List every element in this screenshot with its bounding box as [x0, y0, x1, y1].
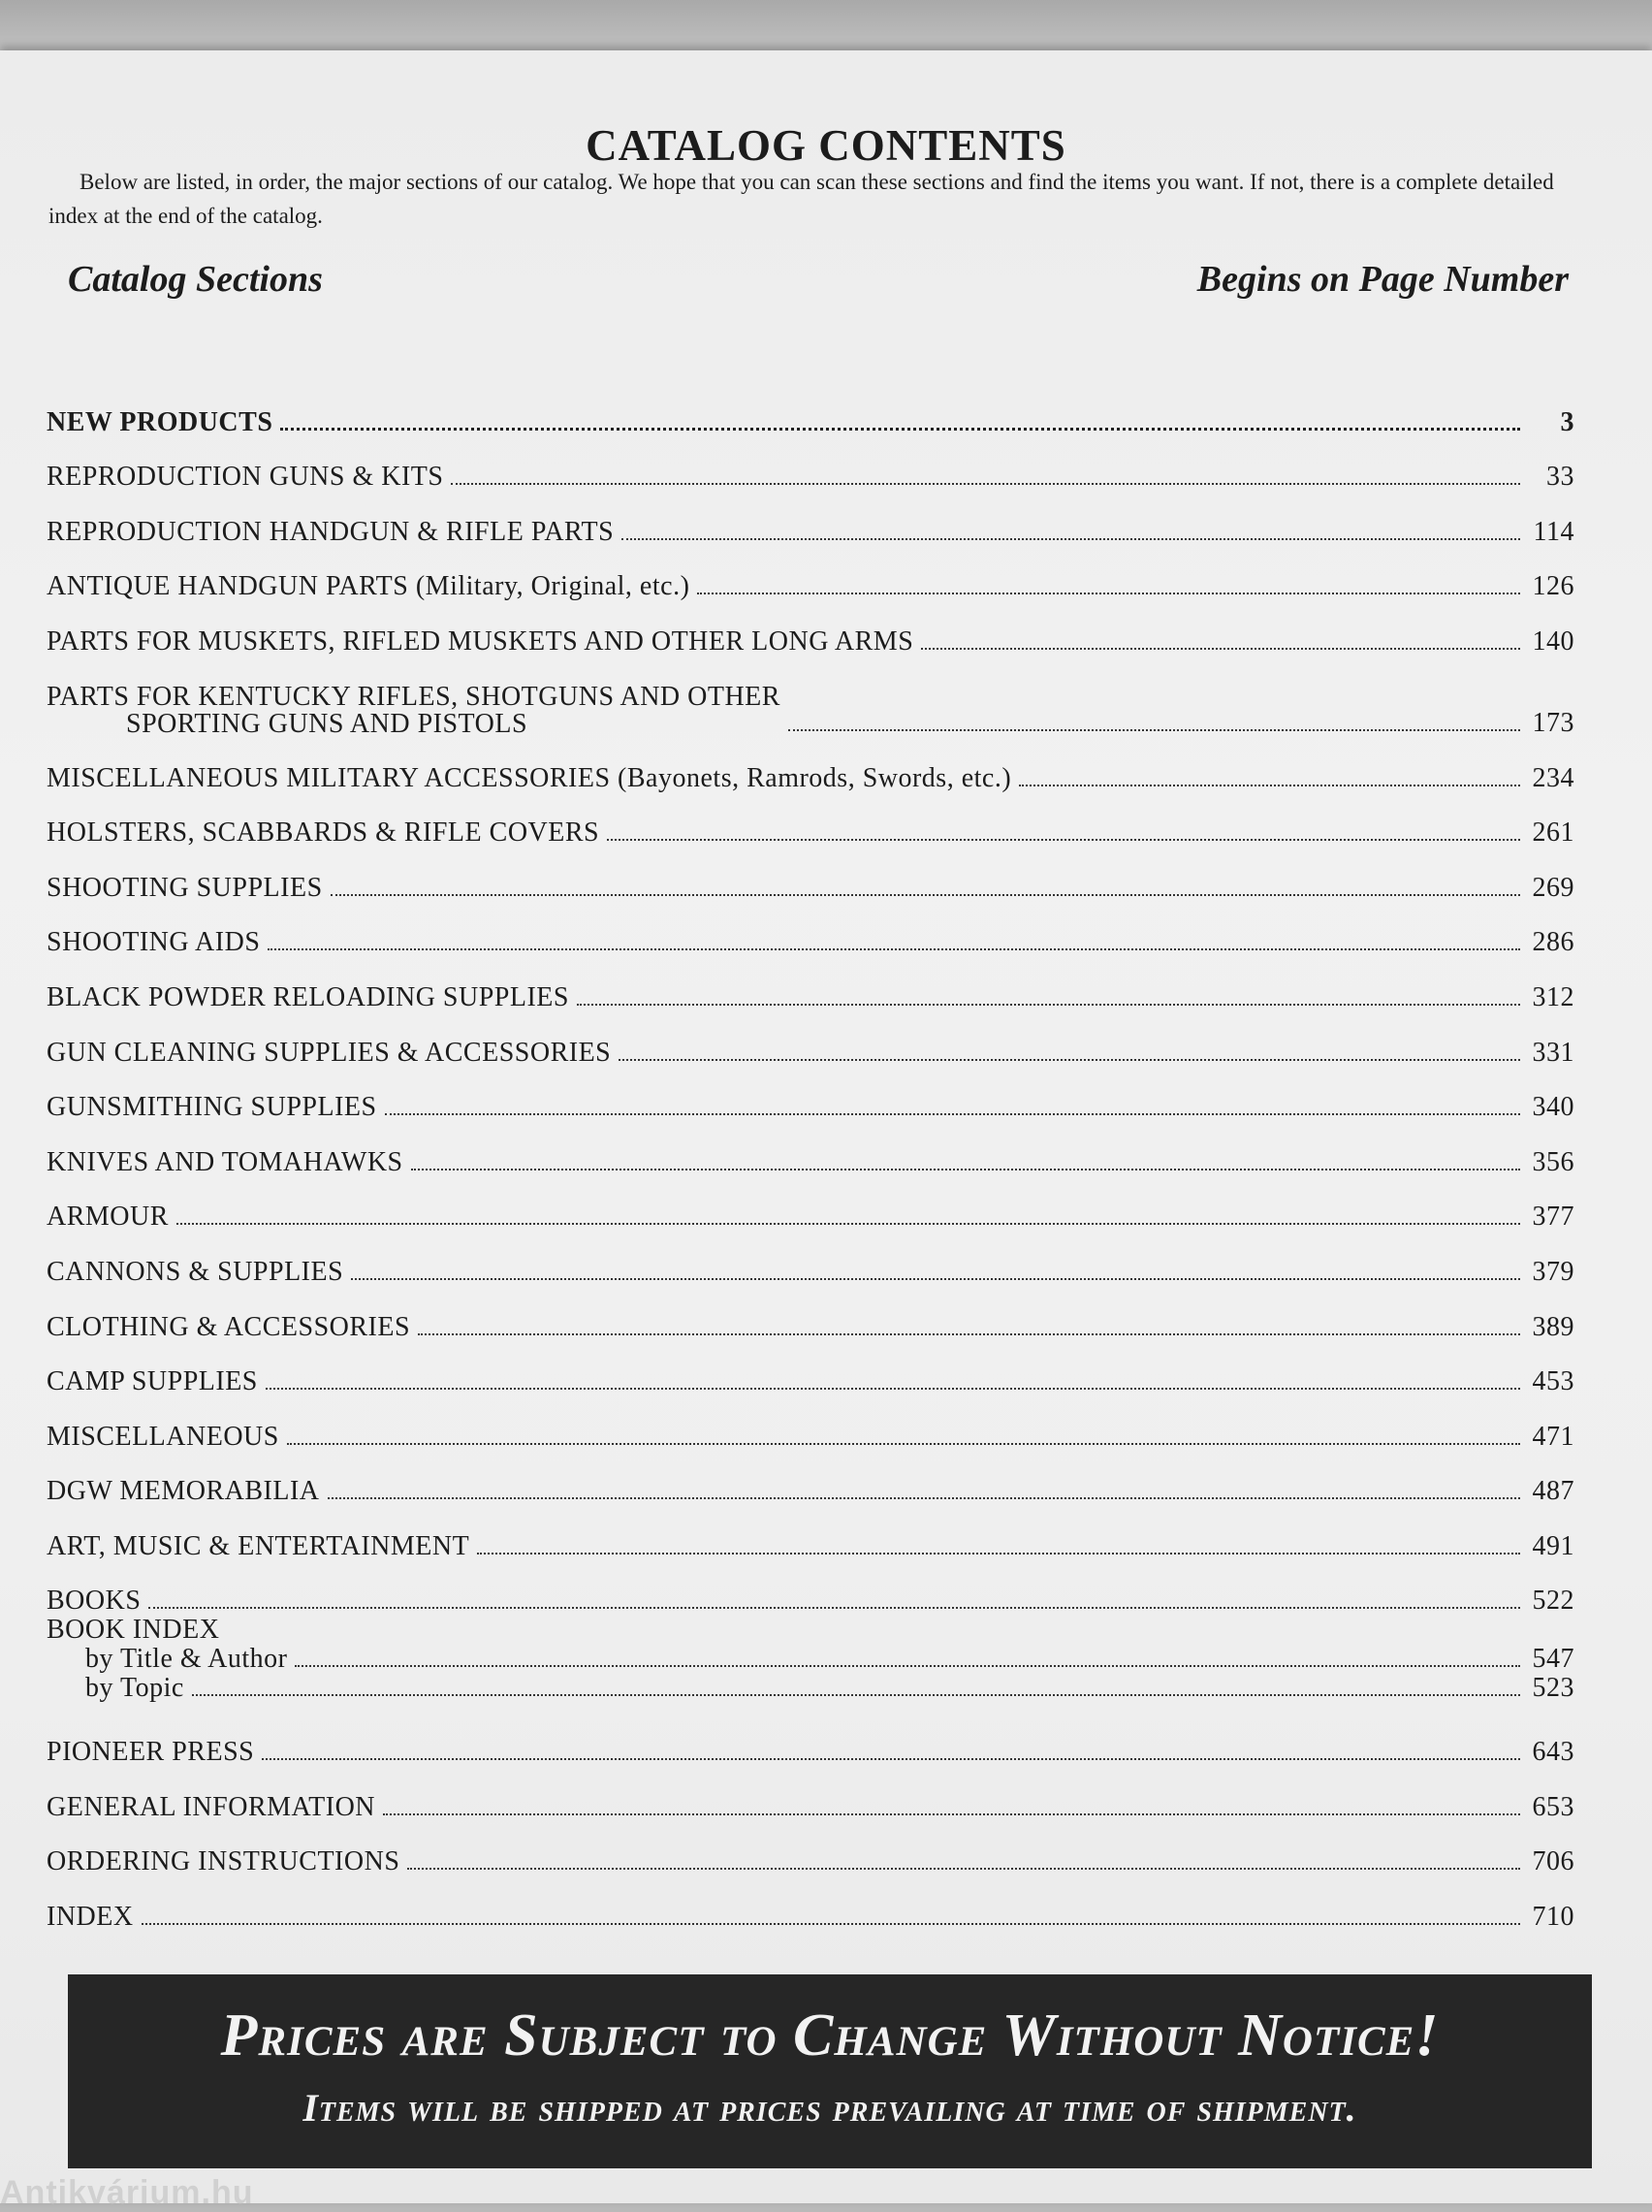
toc-row — [47, 492, 1574, 547]
toc-row — [47, 957, 1574, 1012]
dot-leader — [921, 648, 1520, 650]
toc-page-number: 453 — [1532, 1366, 1574, 1397]
banner-subline: Items will be shipped at prices prevailing at time of shipment. — [302, 2086, 1357, 2130]
dot-leader — [411, 1169, 1520, 1170]
toc-row — [47, 657, 1574, 738]
toc-page-number: 379 — [1532, 1256, 1574, 1287]
toc-row — [47, 1561, 1574, 1617]
toc-page-number: 522 — [1532, 1586, 1574, 1617]
toc-label: KNIVES AND TOMAHAWKS — [47, 1146, 403, 1177]
toc-row — [47, 903, 1574, 958]
toc-row — [47, 1287, 1574, 1342]
dot-leader — [262, 1758, 1520, 1760]
dot-leader — [287, 1443, 1520, 1445]
toc-label: by Title & Author — [85, 1644, 288, 1675]
dot-leader — [788, 729, 1520, 731]
toc-label: SHOOTING AIDS — [47, 927, 261, 958]
toc-label: BOOKS — [47, 1586, 142, 1617]
toc-page-number: 340 — [1532, 1092, 1574, 1123]
toc-label: ART, MUSIC & ENTERTAINMENT — [47, 1530, 470, 1561]
column-heading-page: Begins on Page Number — [1196, 259, 1569, 300]
watermark-text: Antikvárium.hu — [0, 2174, 254, 2211]
toc-row — [47, 437, 1574, 493]
dot-leader — [176, 1223, 1520, 1225]
toc-page-number: 312 — [1532, 981, 1574, 1012]
dot-leader — [407, 1868, 1520, 1870]
price-notice-banner — [68, 1974, 1592, 2168]
toc-label-line1: PARTS FOR KENTUCKY RIFLES, SHOTGUNS AND OTHER — [47, 681, 780, 712]
toc-label: HOLSTERS, SCABBARDS & RIFLE COVERS — [47, 817, 600, 849]
page-title: CATALOG CONTENTS — [586, 121, 1066, 170]
toc-row — [47, 1012, 1574, 1068]
toc-label: REPRODUCTION HANDGUN & RIFLE PARTS — [47, 516, 615, 547]
toc-label: ORDERING INSTRUCTIONS — [47, 1846, 400, 1877]
toc-label: REPRODUCTION GUNS & KITS — [47, 462, 444, 493]
toc-row — [47, 1506, 1574, 1561]
dot-leader — [383, 1813, 1520, 1815]
dot-leader — [621, 538, 1520, 540]
toc-label: GENERAL INFORMATION — [47, 1791, 376, 1822]
toc-label — [47, 681, 780, 739]
toc-page-number: 706 — [1532, 1846, 1574, 1877]
toc-row — [47, 547, 1574, 602]
toc-page-number: 487 — [1532, 1476, 1574, 1507]
toc-page-number: 653 — [1532, 1791, 1574, 1822]
toc-row — [47, 1232, 1574, 1287]
toc-label: GUN CLEANING SUPPLIES & ACCESSORIES — [47, 1037, 612, 1068]
toc-row — [47, 1876, 1574, 1932]
catalog-page — [0, 50, 1652, 2203]
toc-page-number: 173 — [1532, 707, 1574, 738]
toc-page-number: 33 — [1546, 462, 1574, 493]
toc-page-number: 269 — [1532, 872, 1574, 903]
toc-row — [47, 1122, 1574, 1177]
toc-label: DGW MEMORABILIA — [47, 1476, 320, 1507]
dot-leader — [697, 593, 1520, 594]
dot-leader — [280, 428, 1520, 431]
dot-leader — [418, 1333, 1520, 1335]
dot-leader — [385, 1113, 1520, 1115]
toc-page-number: 523 — [1532, 1673, 1574, 1704]
toc-row — [47, 1068, 1574, 1123]
toc-row — [47, 1342, 1574, 1397]
toc-row — [47, 1396, 1574, 1452]
toc-page-number: 331 — [1532, 1037, 1574, 1068]
toc-row — [47, 1452, 1574, 1507]
toc-page-number: 140 — [1532, 625, 1574, 657]
dot-leader — [192, 1694, 1520, 1696]
toc-label: SHOOTING SUPPLIES — [47, 872, 323, 903]
toc-label: BOOK INDEX — [47, 1615, 220, 1646]
dot-leader — [331, 894, 1520, 896]
toc-page-number: 471 — [1532, 1421, 1574, 1452]
toc-row — [47, 793, 1574, 849]
toc-row — [47, 848, 1574, 903]
toc-label-line2: SPORTING GUNS AND PISTOLS — [126, 708, 528, 739]
toc-row — [47, 1177, 1574, 1233]
toc-label: PARTS FOR MUSKETS, RIFLED MUSKETS AND OTHER LONG ARMS — [47, 625, 914, 657]
dot-leader — [142, 1923, 1520, 1925]
toc-row — [47, 1822, 1574, 1877]
toc-row-book-index — [47, 1616, 1574, 1712]
toc-page-number: 234 — [1532, 762, 1574, 793]
dot-leader — [477, 1553, 1520, 1555]
toc-page-number: 710 — [1532, 1901, 1574, 1932]
toc-label: CANNONS & SUPPLIES — [47, 1256, 344, 1287]
toc-label: GUNSMITHING SUPPLIES — [47, 1092, 377, 1123]
intro-paragraph: Below are listed, in order, the major sections of our catalog. We hope that you can scan these sections and find the items you want. If not, there is a complete detailed index at the end of the catalog. — [48, 170, 1554, 228]
toc-page-number: 643 — [1532, 1737, 1574, 1768]
dot-leader — [328, 1497, 1520, 1499]
toc-label: CAMP SUPPLIES — [47, 1366, 258, 1397]
toc-label: BLACK POWDER RELOADING SUPPLIES — [47, 981, 569, 1012]
toc-label: NEW PRODUCTS — [47, 406, 273, 437]
toc-page-number: 126 — [1532, 571, 1574, 602]
toc-row — [47, 738, 1574, 793]
dot-leader — [148, 1607, 1520, 1609]
toc-label: CLOTHING & ACCESSORIES — [47, 1311, 411, 1342]
toc-label: MISCELLANEOUS MILITARY ACCESSORIES (Bayonets, Ramrods, Swords, etc.) — [47, 762, 1012, 793]
toc-label: by Topic — [85, 1673, 184, 1704]
toc-page-number: 491 — [1532, 1530, 1574, 1561]
column-heading-sections: Catalog Sections — [68, 259, 323, 300]
toc-page-number: 114 — [1533, 516, 1574, 547]
toc-page-number: 377 — [1532, 1202, 1574, 1233]
dot-leader — [451, 483, 1520, 485]
toc-page-number: 3 — [1560, 406, 1574, 437]
dot-leader — [607, 839, 1520, 841]
toc-subrow — [47, 1645, 1574, 1674]
dot-leader — [619, 1059, 1520, 1061]
dot-leader — [351, 1278, 1520, 1280]
toc-page-number: 389 — [1532, 1311, 1574, 1342]
dot-leader — [577, 1004, 1520, 1006]
toc-row — [47, 601, 1574, 657]
toc-page-number: 286 — [1532, 927, 1574, 958]
dot-leader — [266, 1388, 1520, 1390]
toc-row — [47, 1712, 1574, 1767]
toc-label: MISCELLANEOUS — [47, 1421, 279, 1452]
toc-row-new-products — [47, 382, 1574, 437]
toc-subrow — [47, 1674, 1574, 1703]
dot-leader — [295, 1665, 1520, 1667]
toc-row — [47, 1767, 1574, 1822]
toc-label: INDEX — [47, 1901, 134, 1932]
toc-label: ANTIQUE HANDGUN PARTS (Military, Original, etc.) — [47, 571, 690, 602]
toc-page-number: 356 — [1532, 1146, 1574, 1177]
dot-leader — [268, 948, 1520, 950]
banner-headline: Prices are Subject to Change Without Notice! — [220, 2003, 1440, 2068]
dot-leader — [1019, 785, 1520, 786]
toc-page-number: 547 — [1532, 1644, 1574, 1675]
toc-label: ARMOUR — [47, 1202, 169, 1233]
toc-page-number: 261 — [1532, 817, 1574, 849]
contents-list — [47, 382, 1574, 1932]
toc-label: PIONEER PRESS — [47, 1737, 255, 1768]
